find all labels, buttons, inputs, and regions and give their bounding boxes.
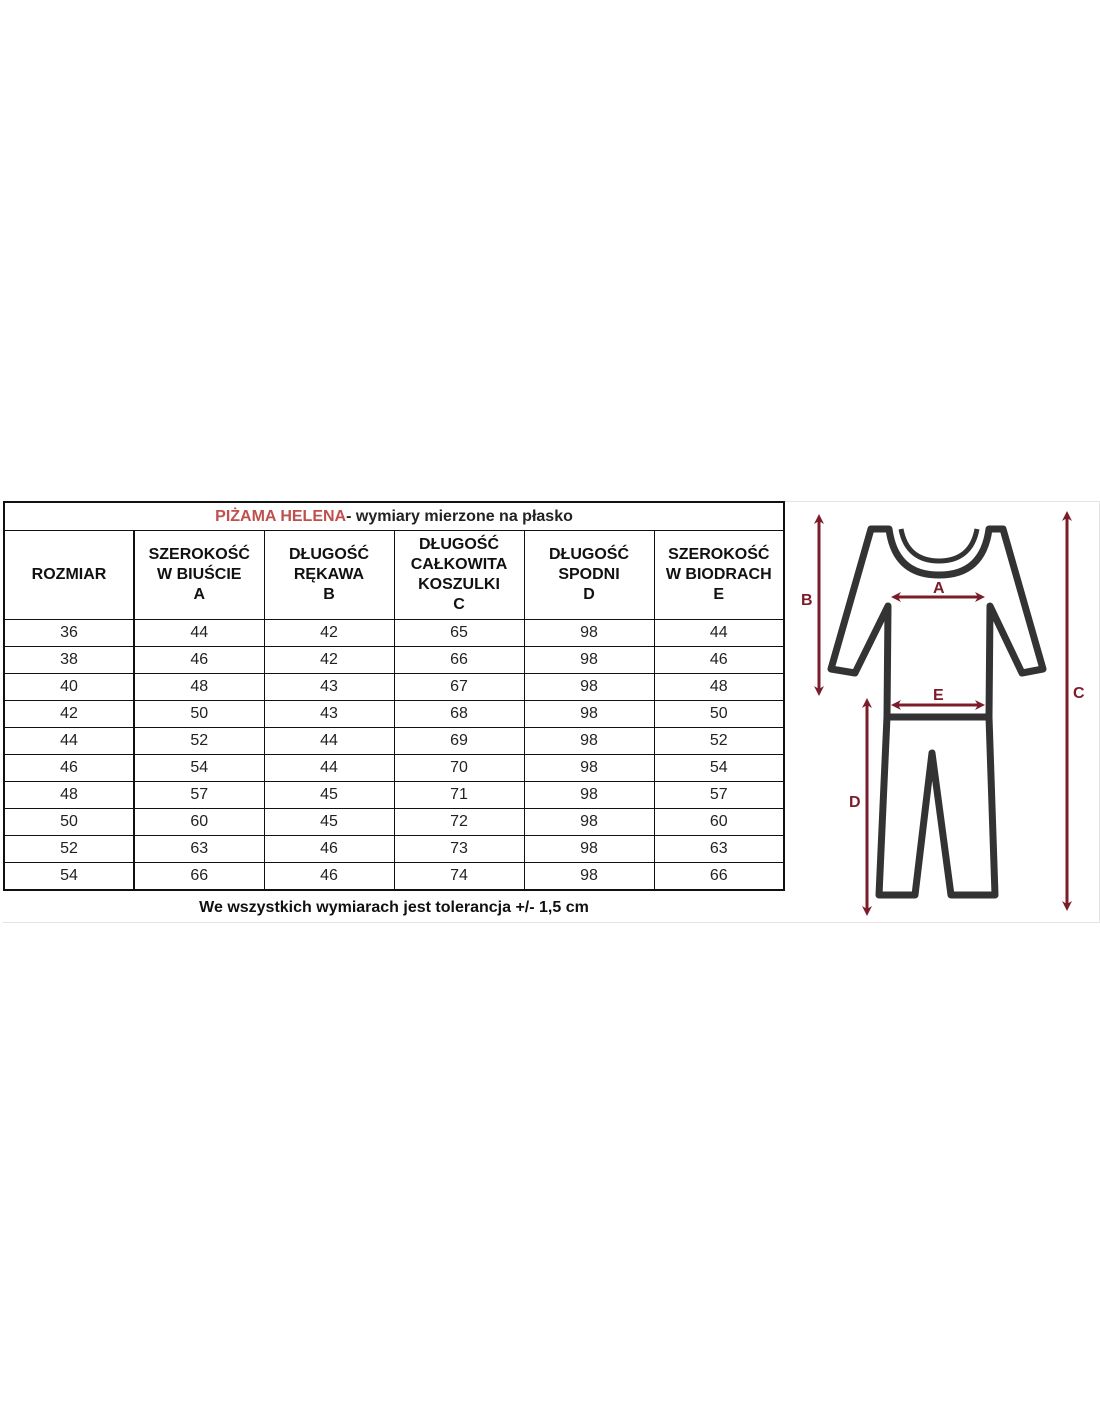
measurement-cell: 98 <box>524 620 654 647</box>
column-header <box>4 531 134 620</box>
column-header-line: DŁUGOŚĆ <box>289 546 369 563</box>
measurement-cell: 98 <box>524 701 654 728</box>
size-cell: 52 <box>4 836 134 863</box>
measurement-cell: 50 <box>654 701 784 728</box>
column-header-line: B <box>323 586 335 603</box>
label-c: C <box>1073 685 1085 702</box>
size-cell: 54 <box>4 863 134 891</box>
measurement-cell: 63 <box>654 836 784 863</box>
column-header-line: D <box>583 586 595 603</box>
measurement-cell: 98 <box>524 755 654 782</box>
measurement-cell: 72 <box>394 809 524 836</box>
measurement-cell: 70 <box>394 755 524 782</box>
measurement-cell: 46 <box>654 647 784 674</box>
measurement-cell: 48 <box>654 674 784 701</box>
column-header-line: ROZMIAR <box>31 566 107 583</box>
label-a: A <box>933 580 945 597</box>
measurement-cell: 98 <box>524 809 654 836</box>
tolerance-note: We wszystkich wymiarach jest tolerancja +/- 1,5 cm <box>199 899 589 916</box>
measurement-cell: 46 <box>264 836 394 863</box>
table-row <box>4 782 784 809</box>
measurement-cell: 45 <box>264 782 394 809</box>
column-header-line: SZEROKOŚĆ <box>668 546 770 563</box>
size-cell: 38 <box>4 647 134 674</box>
measurement-cell: 46 <box>134 647 264 674</box>
measurement-cell: 44 <box>264 755 394 782</box>
table-row <box>4 647 784 674</box>
table-title-row <box>4 502 784 531</box>
measurement-cell: 69 <box>394 728 524 755</box>
size-table <box>3 501 785 891</box>
size-cell: 36 <box>4 620 134 647</box>
measurement-cell: 42 <box>264 620 394 647</box>
column-header-line: C <box>453 596 465 613</box>
column-header-line: KOSZULKI <box>418 576 500 593</box>
table-row <box>4 836 784 863</box>
measurement-cell: 98 <box>524 647 654 674</box>
measurement-cell: 54 <box>134 755 264 782</box>
measurement-cell: 48 <box>134 674 264 701</box>
column-header-line: SPODNI <box>558 566 620 583</box>
measurement-cell: 57 <box>654 782 784 809</box>
table-row <box>4 620 784 647</box>
shirt-neckline <box>901 529 977 561</box>
size-cell: 46 <box>4 755 134 782</box>
title-suffix: - wymiary mierzone na płasko <box>346 507 573 525</box>
measurement-cell: 65 <box>394 620 524 647</box>
label-b: B <box>801 592 813 609</box>
pants-outline <box>879 717 995 895</box>
size-cell: 40 <box>4 674 134 701</box>
measurement-cell: 57 <box>134 782 264 809</box>
measurement-cell: 43 <box>264 674 394 701</box>
title-product: PIŻAMA HELENA <box>215 507 347 525</box>
table-row <box>4 809 784 836</box>
column-header <box>264 531 394 620</box>
measurement-cell: 98 <box>524 674 654 701</box>
measurement-cell: 60 <box>654 809 784 836</box>
measurement-cell: 54 <box>654 755 784 782</box>
label-d: D <box>849 794 861 811</box>
measurement-cell: 52 <box>134 728 264 755</box>
column-header-line: W BIUŚCIE <box>157 566 242 583</box>
measurement-cell: 68 <box>394 701 524 728</box>
column-header <box>654 531 784 620</box>
size-cell: 48 <box>4 782 134 809</box>
table-title <box>4 502 784 531</box>
table-row <box>4 674 784 701</box>
size-cell: 44 <box>4 728 134 755</box>
measurement-cell: 44 <box>264 728 394 755</box>
measurement-cell: 60 <box>134 809 264 836</box>
measurement-cell: 44 <box>134 620 264 647</box>
table-header-row <box>4 531 784 620</box>
measurement-cell: 98 <box>524 836 654 863</box>
measurement-cell: 66 <box>134 863 264 891</box>
measurement-cell: 43 <box>264 701 394 728</box>
table-row <box>4 701 784 728</box>
measurement-cell: 73 <box>394 836 524 863</box>
column-header <box>394 531 524 620</box>
column-header-line: A <box>193 586 206 603</box>
measurement-cell: 45 <box>264 809 394 836</box>
label-e: E <box>933 687 944 704</box>
pajama-diagram <box>793 501 1098 921</box>
column-header <box>524 531 654 620</box>
size-cell: 50 <box>4 809 134 836</box>
column-header-line: DŁUGOŚĆ <box>419 536 499 553</box>
column-header-line: E <box>713 586 725 603</box>
table-row <box>4 755 784 782</box>
measurement-cell: 74 <box>394 863 524 891</box>
measurement-cell: 98 <box>524 863 654 891</box>
measurement-cell: 52 <box>654 728 784 755</box>
column-header-line: SZEROKOŚĆ <box>148 546 250 563</box>
column-header-line: RĘKAWA <box>293 566 365 583</box>
column-header-line: W BIODRACH <box>665 566 772 583</box>
column-header-line: DŁUGOŚĆ <box>549 546 629 563</box>
table-row <box>4 728 784 755</box>
measurement-cell: 98 <box>524 728 654 755</box>
measurement-cell: 98 <box>524 782 654 809</box>
measurement-cell: 66 <box>394 647 524 674</box>
measurement-cell: 42 <box>264 647 394 674</box>
measurement-cell: 66 <box>654 863 784 891</box>
size-cell: 42 <box>4 701 134 728</box>
column-header <box>134 531 264 620</box>
column-header-line: CAŁKOWITA <box>410 556 508 573</box>
measurement-cell: 50 <box>134 701 264 728</box>
measurement-cell: 46 <box>264 863 394 891</box>
measurement-cell: 44 <box>654 620 784 647</box>
measurement-cell: 71 <box>394 782 524 809</box>
size-chart-sheet <box>3 501 1100 924</box>
measurement-cell: 63 <box>134 836 264 863</box>
measurement-cell: 67 <box>394 674 524 701</box>
table-row <box>4 863 784 891</box>
